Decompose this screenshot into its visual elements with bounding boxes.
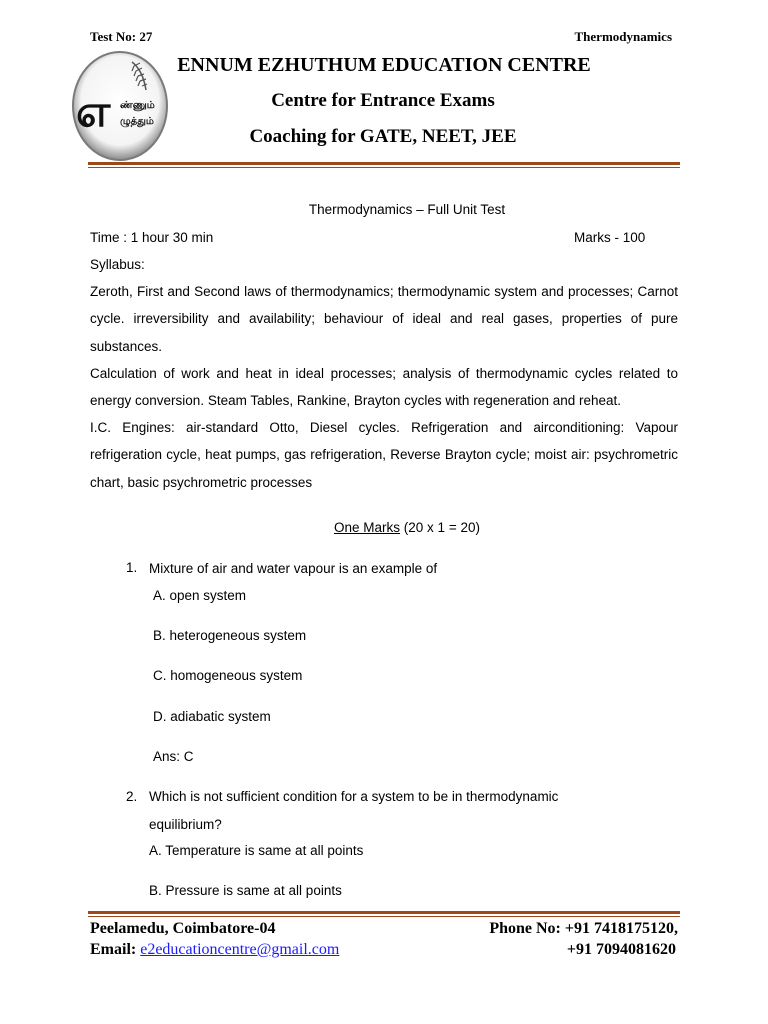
question-number: 2. bbox=[126, 789, 138, 804]
org-name: ENNUM EZHUTHUM EDUCATION CENTRE bbox=[177, 54, 591, 76]
question-text: Mixture of air and water vapour is an example of bbox=[149, 561, 438, 576]
question-number: 1. bbox=[126, 560, 138, 575]
footer-address: Peelamedu, Coimbatore-04 bbox=[90, 920, 276, 937]
logo-text-2: ழுத்தும் bbox=[120, 116, 154, 127]
logo-letter: எ bbox=[76, 86, 111, 137]
footer-divider bbox=[88, 911, 680, 914]
subject-label: Thermodynamics bbox=[574, 29, 672, 44]
logo-text-1: ண்ணும் bbox=[120, 100, 155, 111]
question-text: Which is not sufficient condition for a system to be in thermodynamic equilibrium? bbox=[149, 789, 559, 832]
section-heading-underlined: One Marks bbox=[334, 520, 401, 535]
tagline-entrance: Centre for Entrance Exams bbox=[271, 90, 495, 111]
footer-email bbox=[90, 941, 339, 959]
email-label: Email: bbox=[90, 941, 141, 958]
syllabus-paragraph: Zeroth, First and Second laws of thermodynamics; thermodynamic system and processes; Carnot cycle. irreversibility and availability; behaviour of ideal and real gases, properties of pure substances. bbox=[90, 284, 678, 354]
question-answer: Ans: C bbox=[153, 749, 194, 764]
section-heading bbox=[90, 520, 724, 535]
question-option: B. Pressure is same at all points bbox=[149, 883, 342, 898]
footer-phone-2: +91 7094081620 bbox=[566, 941, 676, 958]
question-option: A. Temperature is same at all points bbox=[149, 843, 364, 858]
question-option: C. homogeneous system bbox=[153, 668, 303, 683]
logo-emblem-icon bbox=[70, 48, 170, 162]
test-number: Test No: 27 bbox=[90, 29, 153, 44]
test-duration: Time : 1 hour 30 min bbox=[90, 230, 214, 245]
section-heading-marks: (20 x 1 = 20) bbox=[400, 520, 480, 535]
logo bbox=[70, 48, 170, 162]
question-option: D. adiabatic system bbox=[153, 709, 271, 724]
question-option: B. heterogeneous system bbox=[153, 628, 307, 643]
footer-phone-1: Phone No: +91 7418175120, bbox=[489, 920, 678, 937]
syllabus-heading: Syllabus: bbox=[90, 257, 145, 272]
test-title: Thermodynamics – Full Unit Test bbox=[308, 202, 506, 217]
syllabus-paragraph: Calculation of work and heat in ideal processes; analysis of thermodynamic cycles related to energy conversion. Steam Tables, Rankine, Brayton cycles with regeneration and reheat. bbox=[90, 366, 678, 409]
footer-divider-thin bbox=[88, 916, 680, 917]
header-divider bbox=[88, 162, 680, 165]
header-divider-thin bbox=[88, 167, 680, 168]
syllabus-paragraph: I.C. Engines: air-standard Otto, Diesel cycles. Refrigeration and airconditioning: Vapour refrigeration cycle, heat pumps, gas refrigeration, Reverse Brayton cycle; moist air: psychrometric chart, basic psychrometric processes bbox=[90, 420, 678, 490]
question-option: A. open system bbox=[153, 588, 247, 603]
tagline-coaching: Coaching for GATE, NEET, JEE bbox=[249, 126, 517, 147]
email-link[interactable]: e2educationcentre@gmail.com bbox=[140, 941, 340, 958]
test-marks: Marks - 100 bbox=[574, 230, 646, 245]
